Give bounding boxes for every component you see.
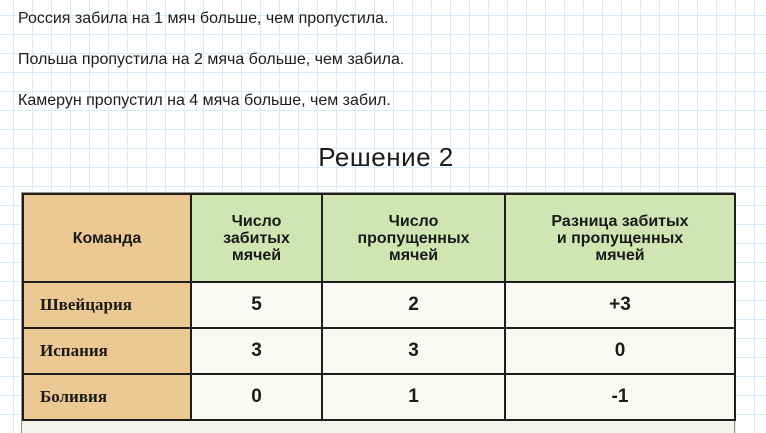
scored-cell: 3 (191, 328, 322, 374)
scored-cell: 5 (191, 282, 322, 328)
difference-cell: -1 (505, 374, 735, 420)
team-name-cell: Испания (23, 328, 191, 374)
solution-title: Решение 2 (318, 142, 454, 172)
header-scored: Число забитых мячей (191, 194, 322, 282)
table-row (23, 282, 735, 328)
team-name-cell: Швейцария (23, 282, 191, 328)
difference-cell: 0 (505, 328, 735, 374)
header-difference: Разница забитых и пропущенных мячей (505, 194, 735, 282)
conceded-cell: 2 (322, 282, 505, 328)
header-conceded: Число пропущенных мячей (322, 194, 505, 282)
table-header-row (23, 194, 735, 282)
conceded-cell: 3 (322, 328, 505, 374)
table-row (23, 374, 735, 420)
scores-table (22, 193, 736, 421)
statement-cameroon: Камерун пропустил на 4 мяча больше, чем забил. (18, 92, 391, 109)
statement-poland: Польша пропустила на 2 мяча больше, чем забила. (18, 51, 405, 68)
statement-russia: Россия забила на 1 мяч больше, чем пропустила. (18, 10, 389, 27)
difference-cell: +3 (505, 282, 735, 328)
table-row (23, 328, 735, 374)
header-team: Команда (23, 194, 191, 282)
conceded-cell: 1 (322, 374, 505, 420)
problem-statements (18, 8, 738, 131)
scored-cell: 0 (191, 374, 322, 420)
team-name-cell: Боливия (23, 374, 191, 420)
table-image (22, 193, 734, 433)
